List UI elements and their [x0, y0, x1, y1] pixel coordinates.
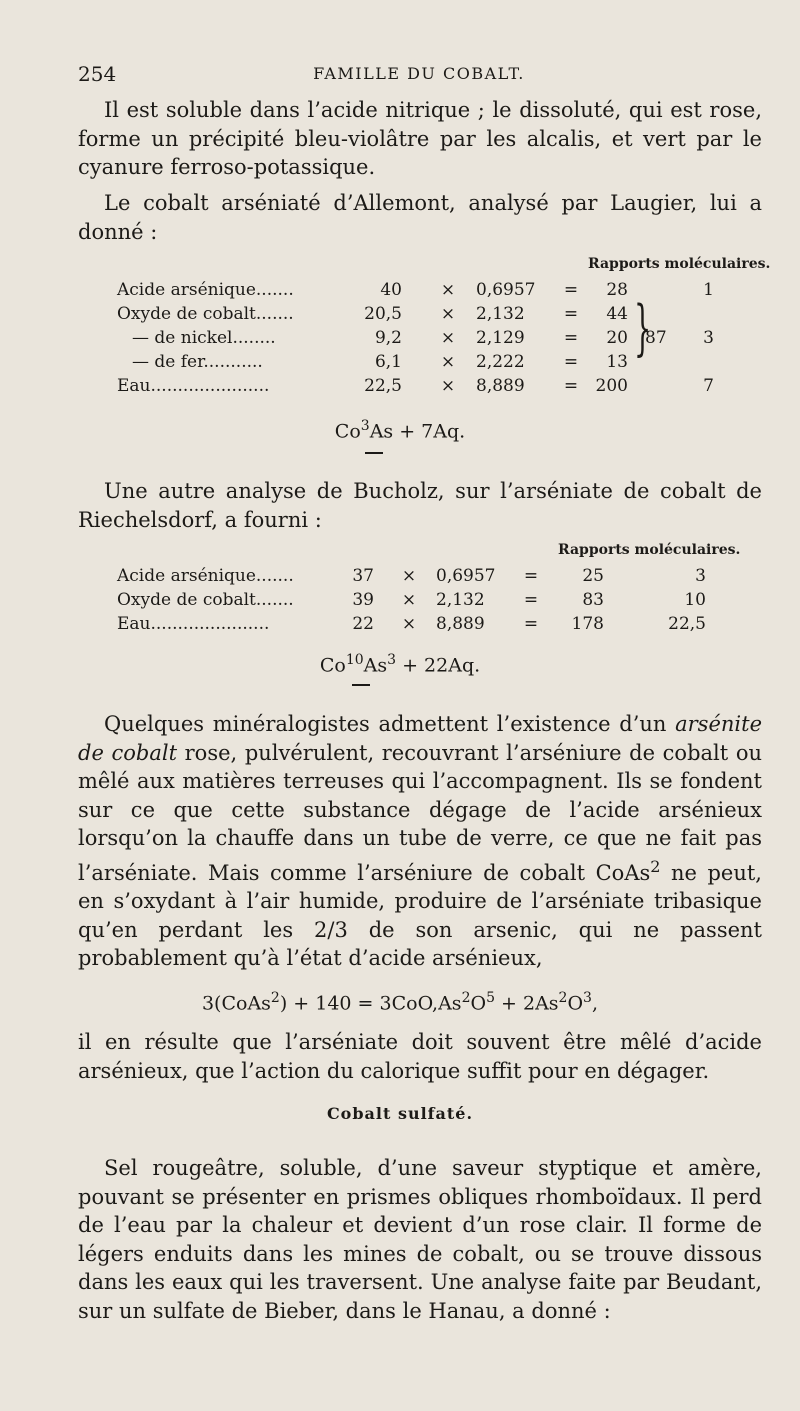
ratio-value: 44 — [606, 304, 628, 324]
formula-as-sub: 3 — [387, 652, 397, 668]
ratio-value: 200 — [595, 376, 628, 396]
eq-part: + 2As — [494, 992, 559, 1015]
molecular-ratio: 10 — [684, 590, 706, 610]
coefficient: 2,132 — [476, 304, 525, 324]
right-brace-icon: } — [634, 293, 652, 363]
paragraph-sulfate: Sel rougeâtre, soluble, d’une saveur styptique et amère, pouvant se présenter en prismes obliques rhomboïdaux. Il perd de l’eau par la chaleur et devient d’un rose clair. Il forme de légers enduits dans les mines de cobalt, ou se trouve dissous dans les eaux qui les traversent. Une analyse faite par Beudant, sur un sulfate de Bieber, dans le Hanau, a donné : — [78, 1156, 762, 1323]
paragraph-solubility: Il est soluble dans l’acide nitrique ; le dissoluté, qui est rose, forme un précipité bleu-violâtre par les alcalis, et vert par le cyanure ferroso-potassique. — [78, 98, 762, 179]
molecular-ratio: 1 — [703, 280, 714, 300]
paragraph-arsenite — [78, 710, 762, 973]
eq-sup: 5 — [486, 990, 495, 1006]
table-row — [0, 328, 800, 352]
molecular-ratio: 7 — [703, 376, 714, 396]
paragraph-conclusion: il en résulte que l’arséniate doit souvent être mêlé d’acide arsénieux, que l’action du calorique suffit pour en dégager. — [78, 1030, 762, 1083]
italic-term: arsénite de cobalt — [78, 712, 762, 765]
formula-2 — [0, 652, 800, 676]
formula-co-sub: 10 — [345, 652, 364, 668]
coefficient: 8,889 — [476, 376, 525, 396]
eq-sup: 2 — [270, 990, 280, 1006]
table2-header: Rapports moléculaires. — [558, 542, 741, 558]
molecular-ratio: 22,5 — [668, 614, 706, 634]
paragraph-bucholz-intro: Une autre analyse de Bucholz, sur l’arséniate de cobalt de Riechelsdorf, a fourni : — [78, 479, 762, 532]
equals-sign: = — [523, 566, 539, 586]
formula-rest: + 22Aq. — [396, 654, 481, 677]
table-row — [0, 566, 800, 590]
equals-sign: = — [563, 304, 579, 324]
multiply-sign: × — [440, 280, 456, 300]
ratio-total: 87 — [645, 328, 667, 348]
compound-name: Oxyde de cobalt....... — [117, 304, 294, 324]
coefficient: 8,889 — [436, 614, 485, 634]
ratio-value: 28 — [606, 280, 628, 300]
section-heading: Cobalt sulfaté. — [326, 1104, 474, 1123]
ratio-value: 20 — [606, 328, 628, 348]
mass-value: 22,5 — [364, 376, 402, 396]
molecular-ratio: 3 — [695, 566, 706, 586]
mass-value: 22 — [352, 614, 374, 634]
multiply-sign: × — [440, 304, 456, 324]
eq-part: O — [567, 992, 584, 1015]
eq-sup: 3 — [583, 990, 592, 1006]
mass-value: 9,2 — [374, 328, 402, 348]
running-title: FAMILLE DU COBALT. — [313, 64, 525, 83]
formula-as: As — [369, 420, 394, 443]
compound-name: Eau...................... — [117, 614, 270, 634]
formula-rest: + 7Aq. — [393, 420, 466, 443]
coefficient: 2,129 — [476, 328, 525, 348]
compound-name: — de fer........... — [132, 352, 263, 372]
multiply-sign: × — [440, 352, 456, 372]
equals-sign: = — [523, 614, 539, 634]
mass-value: 40 — [380, 280, 402, 300]
mass-value: 39 — [352, 590, 374, 610]
table-row — [0, 304, 800, 328]
formula-as: As — [363, 654, 388, 677]
coefficient: 2,132 — [436, 590, 485, 610]
formula-1 — [0, 418, 800, 442]
equation — [0, 990, 800, 1014]
divider-dash — [365, 452, 383, 454]
text-run: rose, pulvérulent, recouvrant l’arséniure de cobalt ou mêlé aux matières terreuses qui l’accompagnent. Ils se fondent sur ce que cette substance dégage de l’acide arsénieux lorsqu’on la chauffe dans un tube de verre, ce que ne fait pas l’arséniate. Mais comme l’arséniure de cobalt CoAs — [78, 740, 762, 885]
table-row — [0, 280, 800, 304]
table2-header-row — [0, 542, 800, 566]
eq-sup: 2 — [558, 990, 568, 1006]
formula-co: Co — [319, 654, 346, 677]
table-row — [0, 352, 800, 376]
table-row — [0, 376, 800, 400]
multiply-sign: × — [401, 566, 417, 586]
multiply-sign: × — [401, 590, 417, 610]
ratio-value: 25 — [582, 566, 604, 586]
divider-dash — [352, 684, 370, 686]
table-row — [0, 614, 800, 638]
multiply-sign: × — [401, 614, 417, 634]
compound-name: Oxyde de cobalt....... — [117, 590, 294, 610]
text-run: ne peut, en s’oxydant à l’air humide, produire de l’arséniate tribasique qu’en perdant les 2/3 de son arsenic, qui ne passent probablement qu’à l’état d’acide arsénieux, — [78, 860, 762, 970]
eq-part: , — [591, 992, 599, 1015]
compound-name: Eau...................... — [117, 376, 270, 396]
equals-sign: = — [563, 280, 579, 300]
page-number: 254 — [78, 62, 117, 86]
superscript: 2 — [650, 856, 661, 876]
ratio-value: 178 — [571, 614, 604, 634]
paragraph-allemont-intro: Le cobalt arséniaté d’Allemont, analysé par Laugier, lui a donné : — [78, 191, 762, 244]
equals-sign: = — [523, 590, 539, 610]
multiply-sign: × — [440, 328, 456, 348]
formula-co-sub: 3 — [360, 418, 370, 434]
compound-name: — de nickel........ — [132, 328, 276, 348]
mass-value: 6,1 — [374, 352, 402, 372]
coefficient: 2,222 — [476, 352, 525, 372]
equals-sign: = — [563, 352, 579, 372]
eq-sup: 2 — [461, 990, 471, 1006]
ratio-value: 83 — [582, 590, 604, 610]
table1-header: Rapports moléculaires. — [588, 256, 771, 272]
coefficient: 0,6957 — [476, 280, 536, 300]
coefficient: 0,6957 — [436, 566, 496, 586]
equals-sign: = — [563, 376, 579, 396]
ratio-value: 13 — [606, 352, 628, 372]
running-header — [78, 62, 760, 86]
eq-part: ) + 140 = 3CoO,As — [279, 992, 462, 1015]
formula-co: Co — [334, 420, 361, 443]
mass-value: 20,5 — [364, 304, 402, 324]
compound-name: Acide arsénique....... — [117, 566, 294, 586]
text-run: Quelques minéralogistes admettent l’existence d’un — [104, 712, 676, 736]
eq-part: 3(CoAs — [201, 992, 271, 1015]
table-row — [0, 590, 800, 614]
molecular-ratio: 3 — [703, 328, 714, 348]
equals-sign: = — [563, 328, 579, 348]
compound-name: Acide arsénique....... — [117, 280, 294, 300]
mass-value: 37 — [352, 566, 374, 586]
multiply-sign: × — [440, 376, 456, 396]
eq-part: O — [470, 992, 487, 1015]
table1-header-row — [0, 256, 800, 280]
